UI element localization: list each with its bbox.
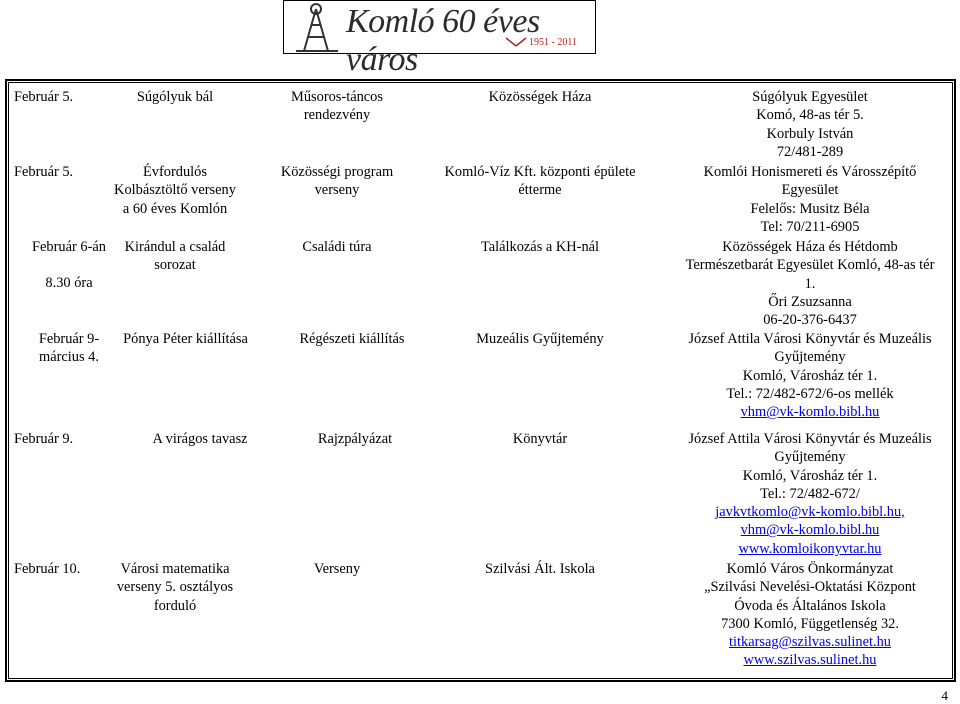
type-line: rendezvény <box>303 107 371 124</box>
venue-line: Közösségek Háza <box>488 89 592 105</box>
venue-line: Szilvási Ált. Iskola <box>485 561 595 577</box>
type-line: Rajzpályázat <box>317 431 393 447</box>
event-line: Kirándul a család <box>124 239 226 255</box>
date-line: Február 5. <box>14 164 74 180</box>
venue-line: Könyvtár <box>512 431 568 447</box>
hammer-pick-icon <box>504 37 528 47</box>
contact-line: Gyűjtemény <box>774 449 846 466</box>
cell-event <box>100 163 250 218</box>
cell-venue <box>420 88 660 106</box>
contact-link[interactable]: www.szilvas.sulinet.hu <box>743 652 877 669</box>
cell-venue <box>420 560 660 578</box>
contact-line: József Attila Városi Könyvtár és Muzeális <box>688 331 932 347</box>
type-line: Műsoros-táncos <box>291 89 383 105</box>
contact-link[interactable]: javkvtkomlo@vk-komlo.bibl.hu, <box>715 504 905 521</box>
type-line: Közösségi program <box>280 164 394 180</box>
contact-line: 72/481-289 <box>776 143 844 160</box>
contact-link[interactable]: www.komloikonyvtar.hu <box>738 540 882 557</box>
cell-event <box>115 430 285 448</box>
contact-line: Korbuly István <box>766 125 854 142</box>
contact-line: 7300 Komló, Függetlenség 32. <box>721 615 899 632</box>
contact-line: Egyesület <box>781 182 839 199</box>
contact-link[interactable]: titkarsag@szilvas.sulinet.hu <box>729 634 891 651</box>
contact-line: Gyűjtemény <box>774 349 846 366</box>
logo-title: Komló 60 éves város <box>346 3 540 78</box>
cell-type <box>280 430 430 448</box>
cell-event <box>100 560 250 615</box>
event-line: Évfordulós <box>143 164 207 180</box>
event-line: Pónya Péter kiállítása <box>123 331 248 347</box>
logo-years: 1951 - 2011 <box>529 37 577 48</box>
venue-line: Találkozás a KH-nál <box>480 239 600 255</box>
event-line: a 60 éves Komlón <box>122 200 228 217</box>
event-line: Kolbásztöltő verseny <box>114 182 236 199</box>
contact-line: Komló, Városház tér 1. <box>742 467 878 484</box>
event-line: A virágos tavasz <box>152 431 248 447</box>
contact-line: Közösségek Háza és Hétdomb <box>722 239 898 255</box>
cell-type <box>262 88 412 125</box>
cell-event <box>100 88 250 106</box>
mine-tower-icon <box>286 1 346 53</box>
cell-type <box>272 330 432 348</box>
cell-venue <box>420 163 660 200</box>
cell-contact <box>660 330 960 421</box>
cell-venue <box>420 238 660 256</box>
contact-line: Természetbarát Egyesület Komló, 48-as tér <box>685 257 935 274</box>
contact-line: Komló Város Önkormányzat <box>726 561 894 577</box>
type-line: Verseny <box>313 561 361 577</box>
contact-line: Komó, 48-as tér 5. <box>756 107 864 124</box>
type-line: Régészeti kiállítás <box>299 331 405 347</box>
date-line: Február 9. <box>14 431 74 447</box>
type-line: verseny <box>314 182 360 199</box>
cell-contact <box>660 238 960 329</box>
contact-line: Felelős: Musitz Béla <box>750 200 870 217</box>
cell-venue <box>440 330 640 348</box>
event-line: forduló <box>153 597 197 614</box>
date-line: Február 5. <box>14 89 74 105</box>
contact-line: Őri Zsuzsanna <box>768 293 852 310</box>
contact-line: Komló, Városház tér 1. <box>742 367 878 384</box>
event-line: verseny 5. osztályos <box>116 579 234 596</box>
contact-line: Komlói Honismereti és Városszépítő <box>703 164 917 180</box>
cell-date <box>14 430 124 448</box>
venue-line: Komló-Víz Kft. központi épülete <box>444 164 636 180</box>
cell-contact <box>660 88 960 161</box>
contact-line: Tel.: 72/482-672/ <box>760 485 860 502</box>
cell-contact <box>660 163 960 236</box>
cell-event <box>100 238 250 275</box>
cell-event <box>113 330 258 348</box>
cell-venue <box>440 430 640 448</box>
cell-contact <box>660 560 960 670</box>
contact-link[interactable]: vhm@vk-komlo.bibl.hu <box>740 522 880 539</box>
contact-line: Óvoda és Általános Iskola <box>734 597 886 614</box>
cell-contact <box>660 430 960 558</box>
contact-line: Tel: 70/211-6905 <box>760 218 860 235</box>
cell-date <box>14 330 124 367</box>
date-line: március 4. <box>39 349 99 366</box>
event-line: sorozat <box>154 257 196 274</box>
cell-type <box>262 560 412 578</box>
date-line: Február 10. <box>14 561 81 577</box>
contact-line: 06-20-376-6437 <box>763 312 857 329</box>
contact-line: Súgólyuk Egyesület <box>752 89 868 105</box>
event-line: Városi matematika <box>120 561 230 577</box>
contact-line: Tel.: 72/482-672/6-os mellék <box>726 385 894 402</box>
date-line: Február 9- <box>38 331 100 347</box>
cell-type <box>262 238 412 256</box>
contact-line: 1. <box>804 275 816 292</box>
date-line: 8.30 óra <box>45 275 93 292</box>
contact-line: „Szilvási Nevelési-Oktatási Központ <box>704 579 916 596</box>
date-line: Február 6-án <box>32 239 106 255</box>
event-line: Súgólyuk bál <box>136 89 214 105</box>
city-logo <box>283 0 596 78</box>
contact-link[interactable]: vhm@vk-komlo.bibl.hu <box>740 404 880 421</box>
venue-line: étterme <box>518 182 562 199</box>
type-line: Családi túra <box>302 239 372 255</box>
venue-line: Muzeális Gyűjtemény <box>476 331 604 347</box>
page-number: 4 <box>941 688 948 703</box>
contact-line: József Attila Városi Könyvtár és Muzeális <box>688 431 932 447</box>
cell-type <box>262 163 412 200</box>
